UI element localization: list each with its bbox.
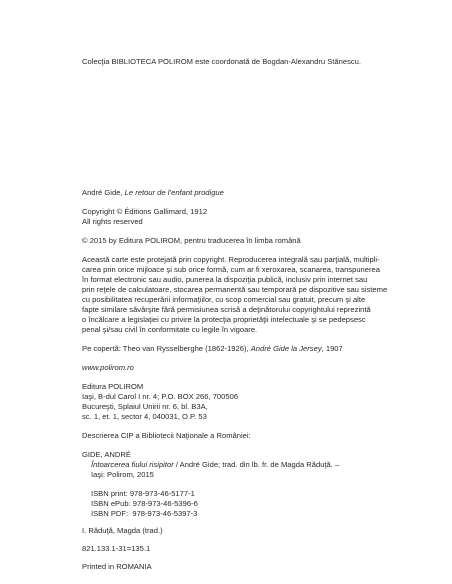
cip-record [91,460,339,470]
address-line: sc. 1, et. 1, sector 4, 040031, O.P. 53 [82,412,207,421]
cover-work-title: André Gide la Jersey [250,344,322,353]
series-note: Colecţia BIBLIOTECA POLIROM este coordonată de Bogdan-Alexandru Stănescu. [82,57,362,66]
publisher-name: Editura POLIROM [82,382,144,391]
address-line: Bucureşti, Splaiul Unirii nr. 6, bl. B3A, [82,402,208,411]
isbn-print: ISBN print: 978-973-46-5177-1 [91,489,195,498]
legal-line: o încălcare a legislaţiei cu privire la protecţia proprietăţii intelectuale şi se pedepsesc [82,315,366,324]
legal-line: fapte similare săvârşite fără permisiunea scrisă a deţinătorului copyrightului reprezintă [82,305,371,314]
cover-credit-suffix: , 1907 [321,344,343,353]
printed-in: Printed in ROMANIA [82,562,152,571]
cover-credit [82,344,343,354]
legal-line: cu posibilitatea recuperării informaţiilor, cu scop comercial sau gratuit, precum şi alte [82,295,366,304]
legal-line: penal şi/sau civil în conformitate cu legile în vigoare. [82,325,258,334]
cip-imprint: Iaşi: Polirom, 2015 [91,470,154,479]
isbn-epub: ISBN ePub: 978-973-46-5396-6 [91,499,198,508]
cip-heading: Descrierea CIP a Bibliotecii Naţionale a României: [82,431,251,440]
cover-credit-prefix: Pe copertă: Theo van Rysselberghe (1862-1926), [82,344,251,353]
original-title-line [82,188,224,198]
legal-line: în format electronic sau audio, punerea la dispoziţia publică, inclusiv prin internet sau [82,275,368,284]
cip-title: Întoarcerea fiului risipitor [91,460,174,469]
classification-code: 821.133.1-31=135.1 [82,544,151,553]
rights-reserved: All rights reserved [82,217,143,226]
cip-record-rest: / André Gide; trad. din lb. fr. de Magda Răduţă. – [173,460,340,469]
website-link[interactable]: www.polirom.ro [82,363,134,372]
legal-line: carea prin orice mijloace şi sub orice formă, cum ar fi xeroxarea, scanarea, transpunerea [82,265,380,274]
address-line: Iaşi, B-dul Carol I nr. 4; P.O. BOX 266, 700506 [82,392,239,401]
isbn-pdf: ISBN PDF: 978-973-46-5397-3 [91,509,198,518]
original-author: André Gide, [82,188,123,197]
copyright-line: Copyright © Éditions Gallimard, 1912 [82,207,208,216]
translator-entry: I. Răduţă, Magda (trad.) [82,526,163,535]
cip-author: GIDE, ANDRÉ [82,450,131,459]
legal-line: prin reţele de calculatoare, stocarea permanentă sau temporară pe dispozitive sau sisteme [82,285,388,294]
original-title: Le retour de l’enfant prodigue [124,188,224,197]
legal-line: Această carte este protejată prin copyright. Reproducerea integrală sau parţială, multipli- [82,255,380,264]
translation-copyright: © 2015 by Editura POLIROM, pentru traducerea în limba română [82,236,301,245]
